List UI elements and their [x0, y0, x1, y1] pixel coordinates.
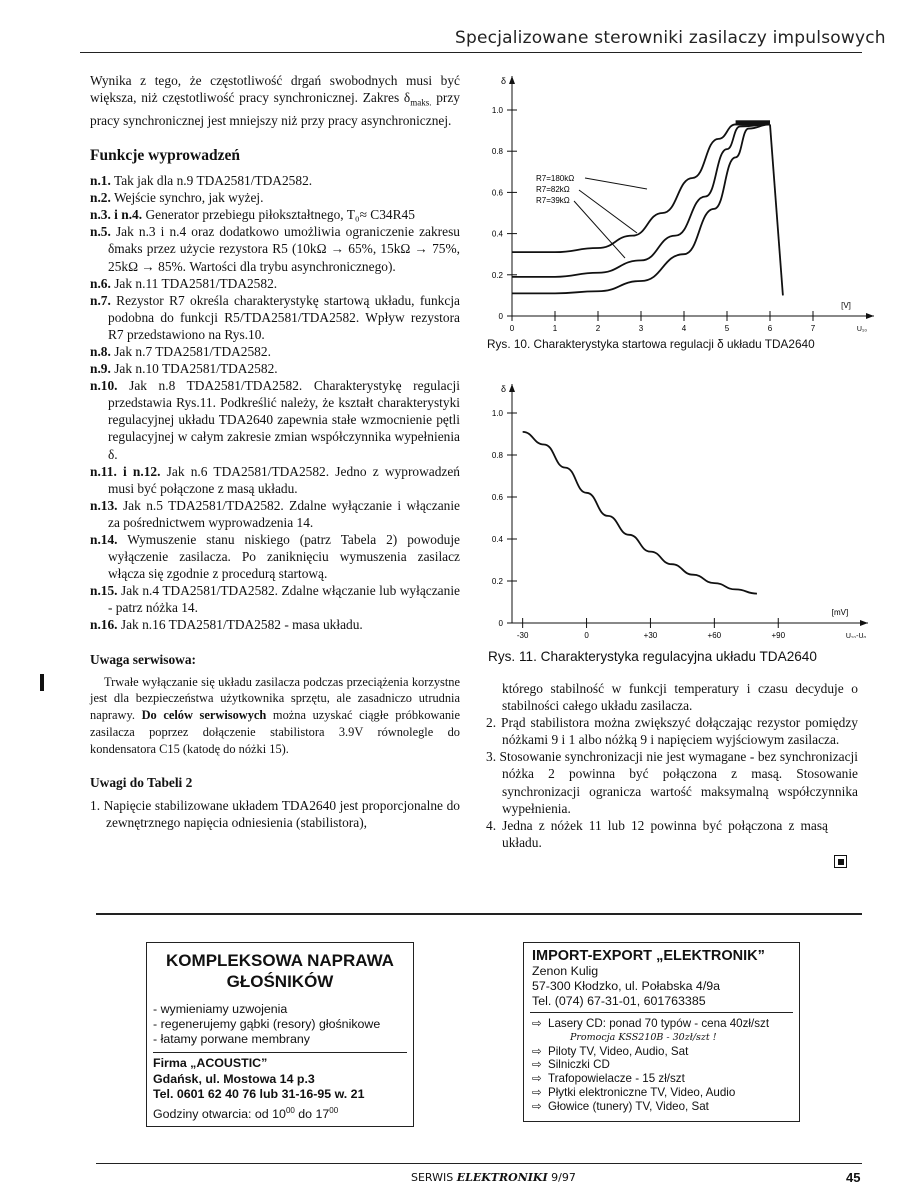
divider — [530, 1012, 793, 1013]
intro-text-a: Wynika z tego, że częstotliwość drgań swobodnych musi być większa, niż częstotliwość pracy synchronicznej. Zakres δ — [90, 73, 460, 106]
chart-rys10 — [482, 68, 882, 333]
footer-magazine-a: SERWIS — [411, 1171, 454, 1184]
x-tick-label: 6 — [767, 324, 773, 333]
page-number: 45 — [846, 1170, 861, 1185]
x-tick-label: 0 — [584, 631, 589, 638]
pin-label: n.5. — [90, 224, 111, 240]
x-tick-label: 7 — [810, 324, 816, 333]
note-1-continued: którego stabilność w funkcji temperatury i czasu decyduje o stabilności całego układu zasilacza. — [502, 681, 858, 714]
list-item — [532, 1017, 791, 1031]
ad-acoustic — [146, 942, 414, 1127]
service-note-title: Uwaga serwisowa: — [90, 651, 196, 667]
service-text-b: można uzyskać ciągłe próbkowanie zasilacza poprzez dołączenie stabilistora 3.9V równolegle do kondensatora C15 (katodę do nóżki 15). — [90, 708, 460, 756]
service-text-bold: Do celów serwisowych — [141, 708, 267, 723]
section-title: Funkcje wyprowadzeń — [90, 146, 240, 164]
x-tick-label: +60 — [707, 631, 722, 638]
x-tick-label: 5 — [724, 324, 730, 333]
x-tick-label: +90 — [771, 631, 786, 638]
y-axis-label: δ — [501, 384, 507, 394]
legend-label: R7=39kΩ — [536, 196, 570, 205]
footer-magazine-b: ELEKTRONIKI — [456, 1171, 548, 1184]
pin-label: n.2. — [90, 190, 111, 206]
figure-11 — [482, 378, 882, 643]
pin-function-item — [90, 275, 460, 292]
ad-acoustic-list — [147, 1002, 413, 1047]
figure-10 — [482, 68, 882, 338]
x-axis-arrow-icon — [866, 313, 874, 319]
pin-label: n.8. — [90, 343, 111, 359]
x-tick-label: 1 — [552, 324, 558, 333]
pin-label: n.15. — [90, 583, 118, 599]
list-item-text: Głowice (tunery) TV, Video, Sat — [548, 1099, 709, 1113]
ad-elektronik-address: 57-300 Kłodzko, ul. Połabska 4/9a — [532, 979, 721, 993]
pin-label: n.16. — [90, 617, 118, 633]
ad-acoustic-title-1: KOMPLEKSOWA NAPRAWA — [166, 951, 394, 970]
plateau-mark — [736, 120, 770, 125]
legend-label: R7=82kΩ — [536, 185, 570, 194]
ad-acoustic-firm: Firma „ACOUSTIC” — [153, 1056, 268, 1070]
list-item: - wymieniamy uzwojenia — [153, 1002, 288, 1016]
x-tick-label: +30 — [643, 631, 658, 638]
chart-rys11 — [482, 378, 882, 638]
end-of-article-icon — [834, 855, 847, 868]
pin-text: Jak n.7 TDA2581/TDA2582. — [114, 343, 271, 359]
x-tick-label: 2 — [595, 324, 601, 333]
arrow-icon: ⇨ — [532, 1072, 542, 1086]
y-axis-arrow-icon — [509, 76, 515, 84]
x-tick-label: -30 — [516, 631, 529, 638]
ad-elektronik — [523, 942, 800, 1122]
right-column — [486, 680, 858, 851]
note-1: 1. Napięcie stabilizowane układem TDA2640 jest proporcjonalne do zewnętrznego napięcia odniesienia (stabilistora), — [90, 797, 460, 830]
ad-acoustic-title-2: GŁOŚNIKÓW — [226, 972, 334, 991]
list-item: - łatamy porwane membrany — [153, 1032, 311, 1046]
x-axis-arrow-icon — [860, 620, 868, 626]
note-4: 4. Jedna z nóżek 11 lub 12 powinna być połączona z masą układu. — [486, 817, 828, 850]
pin-function-item — [90, 377, 460, 462]
pin-label: n.7. — [90, 292, 111, 308]
ad-elektronik-list — [524, 1017, 799, 1114]
list-item — [532, 1072, 791, 1086]
pin-function-item — [90, 616, 460, 633]
pin-function-item — [90, 292, 460, 343]
notes-title: Uwagi do Tabeli 2 — [90, 774, 193, 790]
running-header: Specjalizowane sterowniki zasilaczy impulsowych — [455, 28, 886, 48]
caption-rys11: Rys. 11. Charakterystyka regulacyjna układu TDA2640 — [488, 649, 817, 664]
y-tick-label: 0.6 — [491, 188, 503, 198]
pin-text: Wymuszenie stanu niskiego (patrz Tabela 2) powoduje wyłączenie zasilacza. Po zaniknięciu wymuszenia zasilacz włącza się zgodnie z procedurą startową. — [108, 532, 461, 582]
hours-sup: 00 — [329, 1105, 339, 1115]
footer-magazine — [411, 1171, 576, 1184]
unit-label: [mV] — [831, 608, 849, 617]
pin-text: Jak n.3 i n.4 oraz dodatkowo umożliwia ograniczenie zakresu δmaks przez użycie rezystora R5 (10kΩ → 65%, 15kΩ → 75%, 25kΩ → 85%. Wartości dla trybu asynchronicznego). — [108, 224, 460, 274]
ad-elektronik-title: IMPORT-EXPORT „ELEKTRONIK” — [532, 948, 765, 964]
pin-label: n.6. — [90, 275, 111, 291]
promo-line: Promocja KSS210B - 30zł/szt ! — [570, 1031, 717, 1043]
arrow-icon: ⇨ — [532, 1085, 542, 1099]
pin-text: Jak n.8 TDA2581/TDA2582. Charakterystykę regulacji przedstawia Rys.11. Podkreślić należy, że kształt charakterystyki regulacyjnej układu TDA2640 zapewnia stałe wzmocnienie pętli regulacyjnej w całym zakresie zmian współczynnika wypełnienia δ. — [108, 378, 460, 462]
pin-label: n.9. — [90, 361, 111, 377]
pin-function-item — [90, 582, 460, 616]
note-3: 3. Stosowanie synchronizacji nie jest wymagane - bez synchronizacji nóżka 2 powinna być połączona z masą. Stosowanie synchronizacji ogranicza wartość maksymalną współczynnika wypełnienia. — [486, 749, 858, 816]
pin-text: Tak jak dla n.9 TDA2581/TDA2582. — [113, 173, 313, 189]
left-column — [90, 72, 460, 831]
legend-arrow — [585, 178, 647, 189]
pin-function-list — [90, 172, 460, 634]
legend-label: R7=180kΩ — [536, 174, 575, 183]
pin-label: n.10. — [90, 378, 118, 394]
pin-text: Jak n.4 TDA2581/TDA2582. Zdalne włączanie lub wyłączanie - patrz nóżka 14. — [108, 583, 460, 616]
hours-text: do 17 — [294, 1106, 330, 1121]
pin-function-item — [90, 223, 460, 274]
pin-label: n.11. i n.12. — [90, 463, 161, 479]
hours-text: Godziny otwarcia: od 10 — [153, 1106, 286, 1121]
list-item — [532, 1058, 791, 1072]
intro-subscript: maks. — [410, 97, 432, 108]
x-tick-label: 3 — [638, 324, 644, 333]
caption-rys10: Rys. 10. Charakterystyka startowa regulacji δ układu TDA2640 — [487, 337, 815, 351]
pin-text: Wejście synchro, jak wyżej. — [113, 190, 264, 206]
footer-issue: 9/97 — [551, 1171, 576, 1184]
list-item — [532, 1045, 791, 1059]
footer-rule — [96, 1163, 862, 1164]
pin-function-item — [90, 463, 460, 497]
intro-paragraph — [90, 72, 460, 129]
y-tick-label: 0.8 — [491, 451, 503, 460]
series-line — [512, 124, 770, 293]
margin-mark — [40, 674, 44, 691]
ad-acoustic-phone: Tel. 0601 62 40 76 lub 31-16-95 w. 21 — [153, 1087, 365, 1101]
y-tick-label: 0 — [498, 619, 503, 628]
list-item-text: Silniczki CD — [548, 1058, 610, 1072]
list-item-text: Płytki elektroniczne TV, Video, Audio — [548, 1085, 736, 1099]
arrow-icon: ⇨ — [532, 1044, 542, 1058]
service-text-a: Trwałe wyłączanie się układu zasilacza podczas przeciążenia korzystne jest dla bezpieczeństwa użytkownika sprzętu, ale zasadniczo utrudnia naprawy. — [90, 674, 460, 723]
ad-acoustic-hours — [147, 1103, 413, 1123]
pin-text: Jak n.10 TDA2581/TDA2582. — [114, 361, 278, 377]
y-tick-label: 0.6 — [491, 493, 503, 502]
pin-text: Jak n.11 TDA2581/TDA2582. — [114, 275, 278, 291]
y-tick-label: 1.0 — [491, 106, 503, 115]
pin-text: Jak n.5 TDA2581/TDA2582. Zdalne wyłączanie i włączanie za pośrednictwem wyprowadzenia 14. — [108, 497, 460, 530]
y-tick-label: 0.4 — [491, 229, 503, 239]
x-tick-label: 0 — [509, 324, 515, 333]
unit-label: [V] — [841, 301, 851, 310]
pin-text: Jak n.6 TDA2581/TDA2582. Jedno z wyprowadzeń musi być połączone z masą układu. — [108, 463, 460, 496]
ad-elektronik-name: Zenon Kulig — [532, 964, 599, 978]
pin-function-item — [90, 172, 460, 189]
service-note-text — [90, 674, 460, 758]
y-tick-label: 0.2 — [491, 270, 503, 280]
y-axis-label: δ — [501, 76, 507, 86]
intro-text-b: przy pracy synchronicznej jest mniejszy niż przy pracy asynchronicznej. — [90, 90, 460, 128]
pin-label: n.13. — [90, 497, 118, 513]
arrow-icon: ⇨ — [532, 1017, 542, 1030]
y-tick-label: 0 — [498, 312, 503, 321]
y-tick-label: 0.4 — [491, 535, 503, 544]
pin-label: n.3. i n.4. — [90, 207, 143, 223]
list-item: - regenerujemy gąbki (resory) głośnikowe — [153, 1017, 381, 1031]
list-item — [532, 1086, 791, 1100]
arrow-icon: ⇨ — [532, 1099, 542, 1113]
series-line — [770, 124, 783, 295]
pin-text: Jak n.16 TDA2581/TDA2582 - masa układu. — [120, 617, 363, 633]
note-2: 2. Prąd stabilistora można zwiększyć dołączając rezystor pomiędzy nóżkami 9 i 1 albo nóżką 9 i napięciem wyjściowym zasilacza. — [486, 715, 858, 748]
ad-elektronik-phone: Tel. (074) 67-31-01, 601763385 — [532, 994, 706, 1008]
header-rule — [80, 52, 862, 53]
pin-function-item — [90, 343, 460, 360]
hours-sup: 00 — [285, 1105, 295, 1115]
divider — [153, 1052, 407, 1053]
series-line — [523, 432, 757, 594]
list-item-text: Lasery CD: ponad 70 typów - cena 40zł/szt — [548, 1017, 770, 1030]
pin-function-item — [90, 189, 460, 206]
pin-function-item — [90, 531, 460, 582]
y-tick-label: 1.0 — [491, 409, 503, 418]
legend-arrow — [579, 190, 637, 233]
ad-acoustic-address: Gdańsk, ul. Mostowa 14 p.3 — [153, 1071, 315, 1086]
list-item-text: Piloty TV, Video, Audio, Sat — [548, 1044, 689, 1058]
y-tick-label: 0.8 — [491, 147, 503, 157]
list-item-text: Trafopowielacze - 15 zł/szt — [548, 1072, 685, 1086]
pin-text: Generator przebiegu piłokształtnego, T₀≈ C34R45 — [145, 207, 415, 223]
arrow-icon: ⇨ — [532, 1058, 542, 1072]
x-axis-label: U₁₀-Uₒ — [845, 633, 867, 638]
y-tick-label: 0.2 — [491, 577, 503, 586]
pin-label: n.14. — [90, 532, 118, 548]
section-rule — [96, 913, 862, 915]
x-axis-label: U₁₀ — [856, 326, 868, 333]
list-item — [532, 1100, 791, 1114]
pin-text: Rezystor R7 określa charakterystykę startową układu, funkcja podobna do funkcji R5/TDA2581/TDA2582. Wpływ rezystora R7 przedstawiono na Rys.10. — [108, 292, 460, 342]
x-tick-label: 4 — [681, 324, 687, 333]
pin-function-item — [90, 360, 460, 377]
pin-function-item — [90, 206, 460, 223]
y-axis-arrow-icon — [509, 384, 515, 392]
pin-label: n.1. — [90, 173, 111, 189]
pin-function-item — [90, 497, 460, 531]
